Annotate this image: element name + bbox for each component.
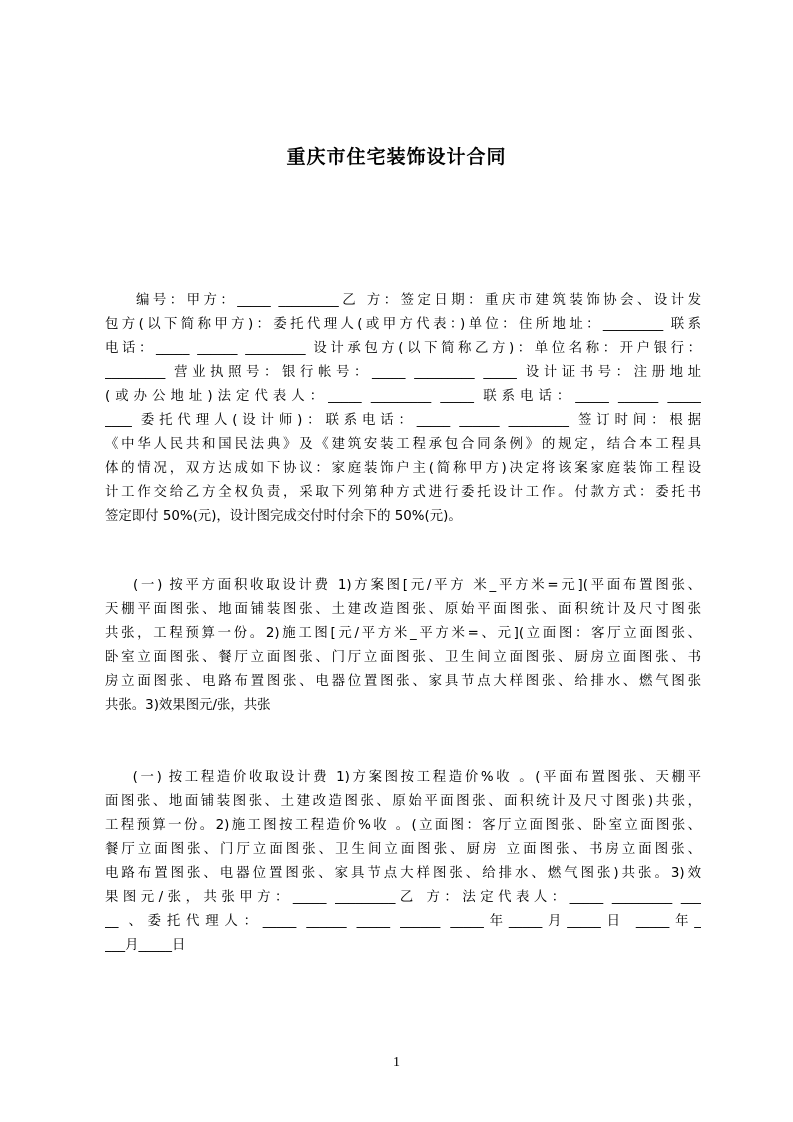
text-line: 卧室立面图张、餐厅立面图张、门厅立面图张、卫生间立面图张、厨房立面图张、书	[105, 650, 701, 665]
text-line: 《中华人民共和国民法典》及《建筑安装工程承包合同条例》的规定，结合本工程具	[105, 437, 701, 452]
text-line: 体的情况，双方达成如下协议：家庭装饰户主(简称甲方)决定将该案家庭装饰工程设	[105, 461, 701, 476]
text-line: (一) 按平方面积收取设计费 1)方案图[元/平方 米_平方米=元](平面布置图张、	[105, 578, 701, 593]
text-line: ____ 委托代理人(设计师)：联系电话：_____ ______ _________ 签订时间：根据	[105, 413, 701, 428]
text-line: __ 、委托代理人：_____ ______ _____ ______ _____年_____月_____日 _____年_	[105, 914, 701, 929]
document-title: 重庆市住宅装饰设计合同	[286, 146, 507, 168]
text-line: 天棚平面图张、地面铺装图张、土建改造图张、原始平面图张、面积统计及尺寸图张	[105, 602, 701, 617]
text-line: 果图元/张，共张甲方：_____ _________乙 方：法定代表人：_____ _________ ___	[105, 890, 701, 905]
text-line: 工程预算一份。2)施工图按工程造价%收 。(立面图：客厅立面图张、卧室立面图张、	[105, 818, 701, 833]
text-line: 编号：甲方：_____ _________乙 方：签定日期：重庆市建筑装饰协会、设计发	[105, 293, 701, 308]
text-line: 面图张、地面铺装图张、土建改造图张、原始平面图张、面积统计及尺寸图张)共张，	[105, 794, 701, 809]
text-line: 电话：_____ ______ _________ 设计承包方(以下简称乙方)：单位名称：开户银行：	[105, 341, 701, 356]
area-fee-paragraph	[105, 574, 701, 718]
cost-fee-paragraph	[105, 766, 701, 958]
contract-parties-paragraph	[105, 289, 701, 529]
text-line: (或办公地址)法定代表人：_____ _________ _____ 联系电话：_____ ______ _____	[105, 389, 701, 404]
text-line: (一) 按工程造价收取设计费 1)方案图按工程造价%收 。(平面布置图张、天棚平	[105, 770, 701, 785]
text-line: ___月_____日	[105, 938, 186, 953]
text-line: 共张。3)效果图元/张，共张	[105, 698, 271, 713]
text-line: 共张，工程预算一份。2)施工图[元/平方米_平方米=、元](立面图：客厅立面图张、	[105, 626, 701, 641]
text-line: 计工作交给乙方全权负责，采取下列第种方式进行委托设计工作。付款方式：委托书	[105, 485, 701, 500]
text-line: 电路布置图张、电器位置图张、家具节点大样图张、给排水、燃气图张)共张。3)效	[105, 866, 701, 881]
text-line: 签定即付 50%(元)，设计图完成交付时付余下的 50%(元)。	[105, 509, 462, 524]
text-line: 餐厅立面图张、门厅立面图张、卫生间立面图张、厨房 立面图张、书房立面图张、	[105, 842, 701, 857]
text-line: 房立面图张、电路布置图张、电器位置图张、家具节点大样图张、给排水、燃气图张	[105, 674, 701, 689]
page-number: 1	[393, 1055, 400, 1070]
text-line: 包方(以下简称甲方)：委托代理人(或甲方代表：)单位：住所地址：_________ 联系	[105, 317, 701, 332]
text-line: _________ 营业执照号：银行帐号：_____ _________ _____ 设计证书号：注册地址	[105, 365, 701, 380]
